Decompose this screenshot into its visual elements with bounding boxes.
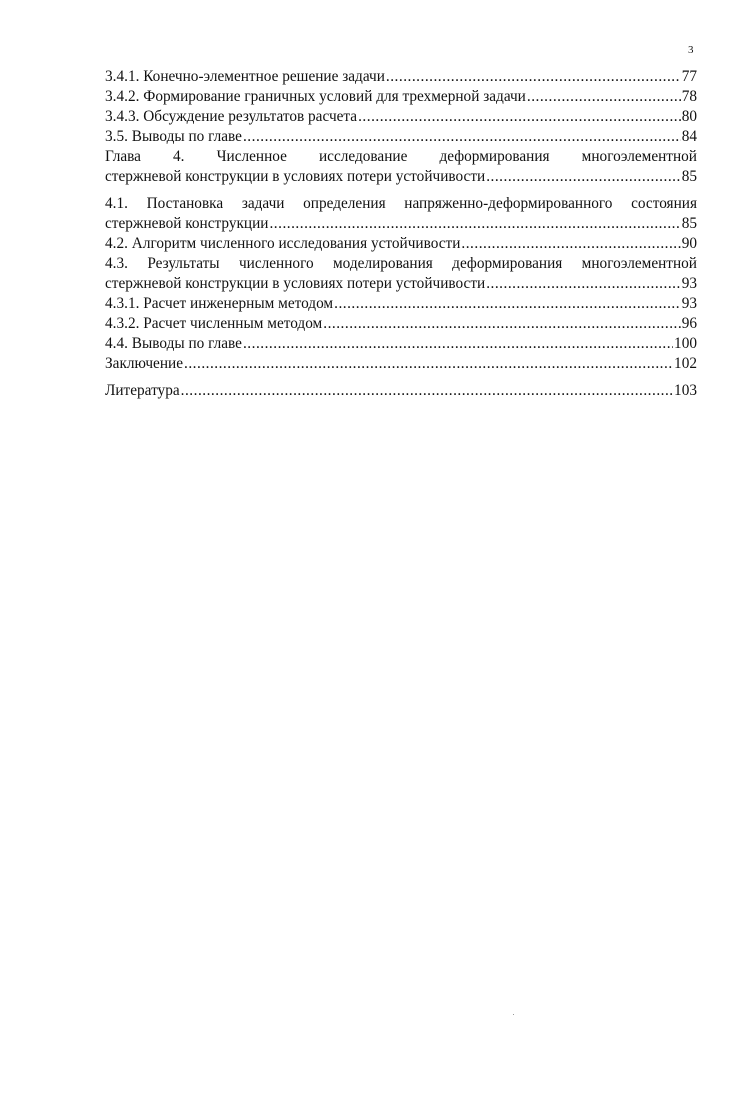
toc-entry-page: 77 [681,68,697,85]
toc-entry-4-1 [105,194,697,234]
toc-entry-4-3 [105,254,697,294]
toc-entry-title: Литература [105,382,180,399]
toc-entry-4-3-2 [105,314,697,334]
dot-leader [323,314,680,334]
toc-entry-literature [105,381,697,401]
toc-entry-title: 4.3.2. Расчет численным методом [105,315,323,332]
toc-entry-page: 103 [674,382,697,399]
dot-leader [527,87,681,107]
toc-entry-title-line-2: стержневой конструкции в условиях потери устойчивости [105,168,486,185]
toc-entry-page: 102 [674,355,697,372]
toc-entry-title-line-2: стержневой конструкции [105,215,269,232]
toc-entry-title: 4.2. Алгоритм численного исследования устойчивости [105,235,461,252]
toc-entry-title: 3.5. Выводы по главе [105,128,242,145]
toc-entry-4-2 [105,234,697,254]
toc-entry-title-line-1: 4.1. Постановка задачи определения напряженно-деформированного состояния [105,195,697,212]
toc-entry-3-4-2 [105,87,697,107]
toc-entry-3-4-3 [105,107,697,127]
toc-entry-title: 4.3.1. Расчет инженерным методом [105,295,334,312]
dot-leader [461,234,680,254]
toc-entry-page: 78 [681,88,697,105]
dot-leader [184,354,673,374]
toc-entry-title-line-1: 4.3. Результаты численного моделирования деформирования многоэлементной [105,255,697,272]
toc-entry-chapter-4 [105,147,697,187]
toc-entry-title: 3.4.3. Обсуждение результатов расчета [105,108,358,125]
toc-entry-4-4 [105,334,697,354]
toc-entry-title-line-2: стержневой конструкции в условиях потери устойчивости [105,275,486,292]
dot-leader [181,381,673,401]
toc-entry-conclusion [105,354,697,374]
toc-entry-page: 80 [681,108,697,125]
dot-leader [358,107,681,127]
toc-entry-title-line-1: Глава 4. Численное исследование деформирования многоэлементной [105,148,697,165]
dot-leader [269,214,680,234]
toc-entry-page: 90 [681,235,697,252]
dot-leader [334,294,681,314]
dot-leader [486,167,681,187]
toc-entry-title: 3.4.1. Конечно-элементное решение задачи [105,68,385,85]
dot-leader [386,67,681,87]
toc-entry-title: 4.4. Выводы по главе [105,335,242,352]
toc-entry-3-4-1 [105,67,697,87]
toc-entry-title: 3.4.2. Формирование граничных условий для трехмерной задачи [105,88,526,105]
dot-leader [243,127,681,147]
toc-entry-page: 93 [681,295,697,312]
toc-entry-page: 85 [681,215,697,232]
table-of-contents [105,67,697,401]
toc-entry-page: 85 [681,168,697,185]
toc-entry-title: Заключение [105,355,184,372]
toc-entry-page: 84 [681,128,697,145]
page-number: 3 [688,44,694,56]
scan-speck [513,1014,514,1015]
toc-entry-page: 96 [681,315,697,332]
toc-entry-4-3-1 [105,294,697,314]
toc-entry-page: 93 [681,275,697,292]
toc-entry-page: 100 [674,335,697,352]
toc-entry-3-5 [105,127,697,147]
dot-leader [243,334,673,354]
dot-leader [486,274,681,294]
